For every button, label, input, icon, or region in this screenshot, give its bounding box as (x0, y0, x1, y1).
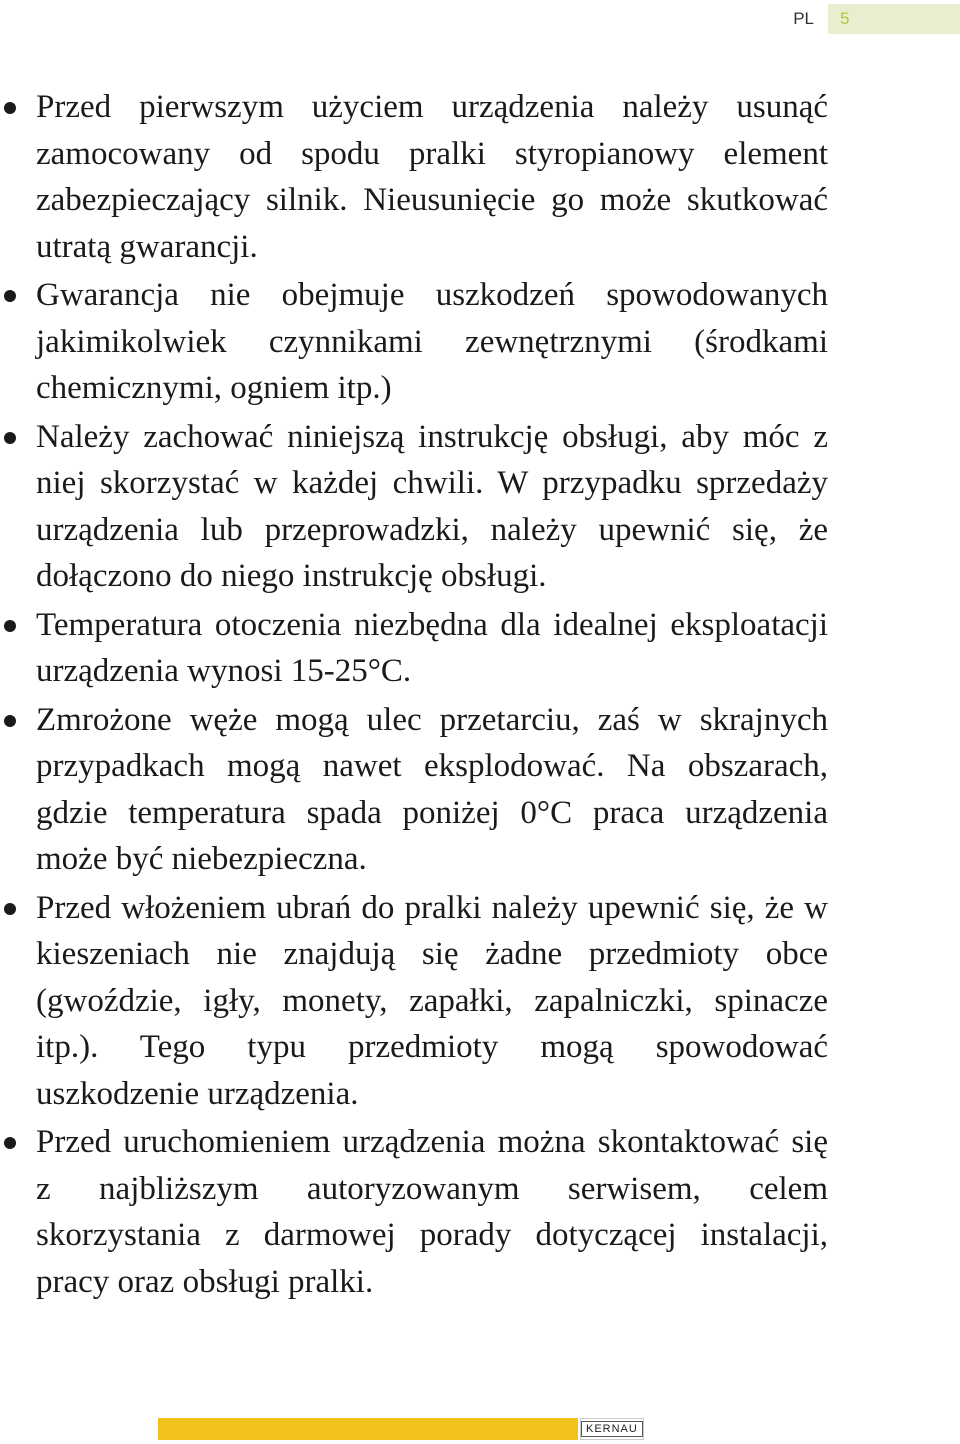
bullet-text: Temperatura otoczenia niezbędna dla idealnej eksploatacji urządzenia wynosi 15-25°C. (36, 606, 828, 689)
bullet-item (0, 1119, 828, 1305)
bullet-dot-icon (4, 715, 16, 727)
bullet-item (0, 272, 828, 412)
instructions-content (0, 84, 828, 1307)
bullet-text: Przed uruchomieniem urządzenia można skontaktować się z najbliższym autoryzowanym serwisem, celem skorzystania z darmowej porady dotyczącej instalacji, pracy oraz obsługi pralki. (36, 1124, 828, 1300)
bullet-text: Należy zachować niniejszą instrukcję obsługi, aby móc z niej skorzystać w każdej chwili. W przypadku sprzedaży urządzenia lub przeprowadzki, należy upewnić się, że dołączono do niego instrukcję obsługi. (36, 418, 828, 594)
brand-logo-text: KERNAU (581, 1421, 643, 1437)
brand-logo (580, 1418, 644, 1440)
page-number: 5 (828, 4, 960, 34)
bullet-text: Przed włożeniem ubrań do pralki należy upewnić się, że w kieszeniach nie znajdują się żadne przedmioty obce (gwoździe, igły, monety, zapałki, zapalniczki, spinacze itp.). Tego typu przedmioty mogą spowodować uszkodzenie urządzenia. (36, 889, 828, 1112)
page-footer (158, 1418, 642, 1440)
bullet-dot-icon (4, 432, 16, 444)
bullet-dot-icon (4, 102, 16, 114)
bullet-dot-icon (4, 620, 16, 632)
bullet-text: Zmrożone węże mogą ulec przetarciu, zaś w skrajnych przypadkach mogą nawet eksplodować. Na obszarach, gdzie temperatura spada poniżej 0°C praca urządzenia może być niebezpieczna. (36, 701, 828, 877)
bullet-text: Przed pierwszym użyciem urządzenia należy usunąć zamocowany od spodu pralki styropianowy element zabezpieczający silnik. Nieusunięcie go może skutkować utratą gwarancji. (36, 89, 828, 265)
bullet-item (0, 414, 828, 600)
bullet-dot-icon (4, 1137, 16, 1149)
bullet-list (0, 84, 828, 1305)
language-label: PL (793, 9, 814, 28)
bullet-item (0, 84, 828, 270)
bullet-text: Gwarancja nie obejmuje uszkodzeń spowodowanych jakimikolwiek czynnikami zewnętrznymi (środkami chemicznymi, ogniem itp.) (36, 277, 828, 406)
bullet-item (0, 602, 828, 695)
bullet-dot-icon (4, 290, 16, 302)
footer-accent-bar (158, 1418, 578, 1440)
bullet-item (0, 697, 828, 883)
bullet-dot-icon (4, 903, 16, 915)
bullet-item (0, 885, 828, 1118)
page-header (793, 4, 960, 34)
